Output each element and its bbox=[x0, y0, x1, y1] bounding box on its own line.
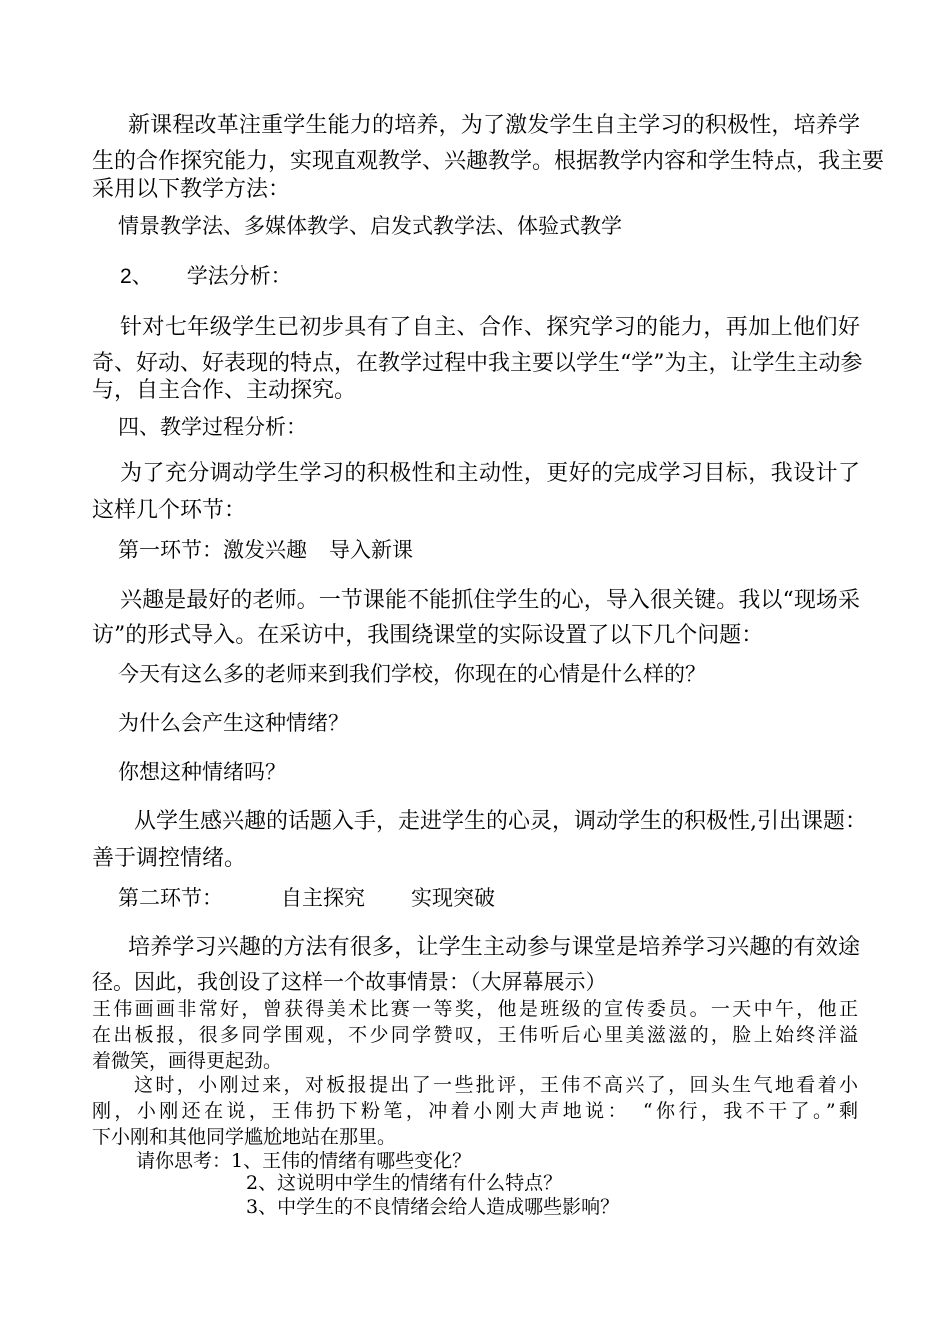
study-paragraph-line-3: 与，自主合作、主动探究。 bbox=[92, 378, 357, 403]
methods-paragraph-line-3: 采用以下教学方法： bbox=[92, 177, 291, 202]
question-item: 你想这种情绪吗？ bbox=[118, 760, 286, 784]
topic-paragraph-line-2: 善于调控情绪。 bbox=[92, 846, 247, 871]
section-4-heading: 四、教学过程分析： bbox=[118, 415, 307, 439]
methods-list: 情景教学法、多媒体教学、启发式教学法、体验式教学 bbox=[118, 214, 622, 238]
section-2-title: 学法分析： bbox=[186, 264, 292, 288]
story-intro-line-2: 径。因此，我创设了这样一个故事情景：（大屏幕展示） bbox=[92, 970, 607, 994]
study-paragraph-line-2: 奇、好动、好表现的特点，在教学过程中我主要以学生“学”为主，让学生主动参 bbox=[92, 351, 863, 376]
step-2-label: 第二环节： bbox=[118, 886, 223, 910]
methods-paragraph-line-1: 新课程改革注重学生能力的培养，为了激发学生自主学习的积极性，培养学 bbox=[128, 113, 860, 138]
story-intro-line-1: 培养学习兴趣的方法有很多，让学生主动参与课堂是培养学习兴趣的有效途 bbox=[128, 935, 860, 960]
think-label: 请你思考： bbox=[136, 1150, 232, 1172]
study-paragraph-line-1: 针对七年级学生已初步具有了自主、合作、探究学习的能力，再加上他们好 bbox=[120, 315, 860, 340]
question-item: 为什么会产生这种情绪？ bbox=[118, 711, 349, 735]
section-2-number: 2、 bbox=[120, 265, 153, 288]
think-question-1: 1、王伟的情绪有哪些变化？ bbox=[231, 1150, 472, 1172]
step-1-heading bbox=[118, 536, 886, 564]
section-2-heading bbox=[120, 262, 888, 291]
step-2-part-2: 实现突破 bbox=[411, 886, 495, 910]
interest-paragraph-line-1: 兴趣是最好的老师。一节课能不能抓住学生的心，导入很关键。我以“现场采 bbox=[120, 588, 860, 613]
process-paragraph-line-2: 这样几个环节： bbox=[92, 498, 247, 523]
story-paragraph-1-line-1: 王伟画画非常好，曾获得美术比赛一等奖，他是班级的宣传委员。一天中午，他正 bbox=[92, 998, 858, 1020]
process-paragraph-line-1: 为了充分调动学生学习的积极性和主动性，更好的完成学习目标，我设计了 bbox=[120, 461, 860, 486]
step-2-heading bbox=[118, 884, 886, 912]
story-paragraph-1-line-3: 着微笑，画得更起劲。 bbox=[92, 1050, 283, 1072]
topic-paragraph-line-1: 从学生感兴趣的话题入手，走进学生的心灵，调动学生的积极性,引出课题： bbox=[134, 809, 867, 834]
story-paragraph-2-line-1: 这时，小刚过来，对板报提出了一些批评，王伟不高兴了，回头生气地看着小 bbox=[134, 1074, 858, 1096]
step-1-title: 导入新课 bbox=[329, 538, 413, 562]
story-paragraph-2-line-3: 下小刚和其他同学尴尬地站在那里。 bbox=[92, 1126, 397, 1148]
step-1-label: 第一环节：激发兴趣 bbox=[118, 538, 307, 562]
methods-paragraph-line-2: 生的合作探究能力，实现直观教学、兴趣教学。根据教学内容和学生特点，我主要 bbox=[92, 149, 885, 174]
interest-paragraph-line-2: 访”的形式导入。在采访中，我围绕课堂的实际设置了以下几个问题： bbox=[92, 623, 764, 648]
think-heading bbox=[136, 1149, 904, 1173]
think-question-2: 2、这说明中学生的情绪有什么特点？ bbox=[246, 1172, 563, 1194]
question-item: 今天有这么多的老师来到我们学校，你现在的心情是什么样的？ bbox=[118, 662, 706, 686]
think-question-3: 3、中学生的不良情绪会给人造成哪些影响？ bbox=[246, 1196, 620, 1218]
step-2-part-1: 自主探究 bbox=[281, 886, 365, 910]
story-paragraph-2-line-2: 刚，小刚还在说，王伟扔下粉笔，冲着小刚大声地说： “你行，我不干了。”剩 bbox=[92, 1100, 858, 1122]
story-paragraph-1-line-2: 在出板报，很多同学围观，不少同学赞叹，王伟听后心里美滋滋的，脸上始终洋溢 bbox=[92, 1024, 858, 1046]
